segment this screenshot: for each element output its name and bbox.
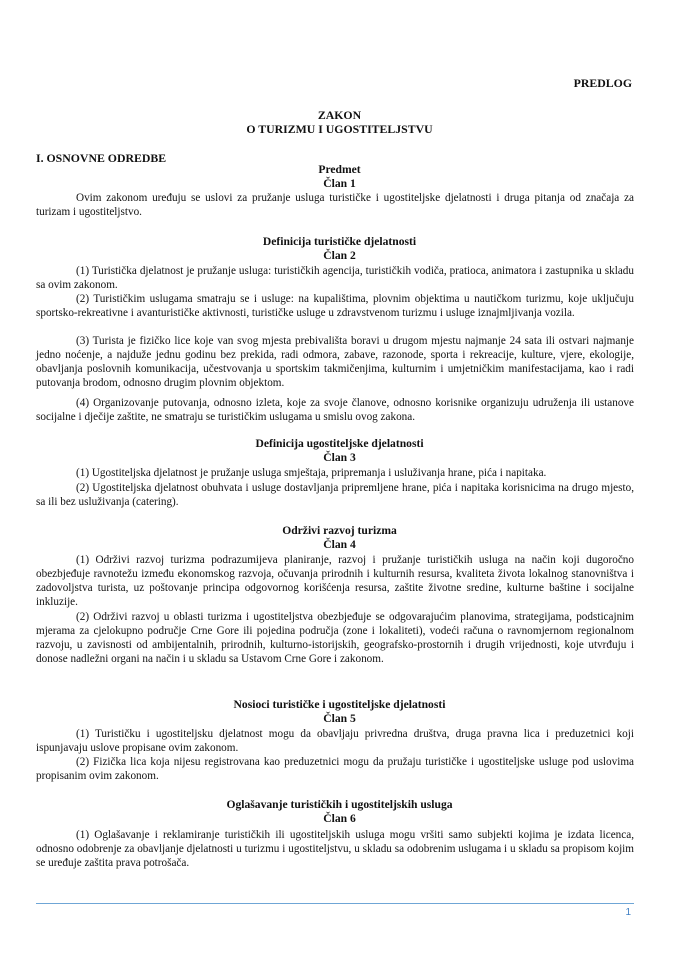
article-6-number: Član 6 <box>323 812 356 825</box>
footer-rule <box>36 903 634 904</box>
article-1-number: Član 1 <box>323 177 356 190</box>
article-2-heading: Definicija turističke djelatnosti <box>262 235 417 248</box>
article-1-paragraph-1: Ovim zakonom uređuju se uslovi za pružanje usluga turističke i ugostiteljske djelatnosti i druga pitanja od značaja za turizam i ugostiteljstvo. <box>36 192 634 219</box>
article-4-paragraph-1: (1) Održivi razvoj turizma podrazumijeva planiranje, razvoj i pružanje turističkih usluga na način koji dugoročno obezbjeđuje ravnotežu između ekonomskog razvoja, očuvanja prirodnih i kulturnih resursa, kvaliteta života lokalnog stanovništva i zadovoljstva turista, uz poštovanje principa odgovornog korišćenja resursa, zaštite životne sredine, kulturne baštine i socijalne inkluzije. <box>36 554 634 609</box>
article-3-paragraph-2: (2) Ugostiteljska djelatnost obuhvata i usluge dostavljanja pripremljene hrane, pića i napitaka korisnicima na drugo mjesto, sa ili bez usluživanja (catering). <box>36 482 634 509</box>
predlog-label: PREDLOG <box>573 76 632 90</box>
section-heading: I. OSNOVNE ODREDBE <box>36 151 167 165</box>
article-3-number: Član 3 <box>323 451 356 464</box>
article-6-paragraph-1: (1) Oglašavanje i reklamiranje turističkih ili ugostiteljskih usluga mogu vršiti samo subjekti kojima je izdata licenca, odnosno odobrenje za obavljanje djelatnosti u turizmu i ugostiteljstvu, u skladu sa odobrenim uslugama i u skladu sa propisom kojim se uređuje zaštita prava potrošača. <box>36 829 634 870</box>
article-5-heading: Nosioci turističke i ugostiteljske djelatnosti <box>233 698 446 711</box>
law-title-line1: ZAKON <box>317 108 362 122</box>
article-2-paragraph-2: (2) Turističkim uslugama smatraju se i usluge: na kupalištima, plovnim objektima u nautičkom turizmu, koje uključuju sportsko-rekreativne i avanturističke aktivnosti, turističke usluge u zdravstvenom turizmu i usluge iznajmljivanja vozila. <box>36 293 634 320</box>
article-4-number: Član 4 <box>323 538 356 551</box>
article-4-heading: Održivi razvoj turizma <box>282 524 397 537</box>
article-1-heading: Predmet <box>318 163 361 176</box>
article-2-paragraph-1: (1) Turistička djelatnost je pružanje usluga: turističkih agencija, turističkih vodiča, pratioca, animatora i zastupnika u skladu sa ovim zakonom. <box>36 265 634 292</box>
page-number: 1 <box>625 907 631 918</box>
article-2-number: Član 2 <box>323 249 356 262</box>
law-title-line2: O TURIZMU I UGOSTITELJSTVU <box>246 122 433 136</box>
article-5-paragraph-2: (2) Fizička lica koja nijesu registrovana kao preduzetnici mogu da pružaju turističke i ugostiteljske usluge pod uslovima propisanim ovim zakonom. <box>36 756 634 783</box>
article-6-heading: Oglašavanje turističkih i ugostiteljskih usluga <box>226 798 453 811</box>
article-4-paragraph-2: (2) Održivi razvoj u oblasti turizma i ugostiteljstva obezbjeđuje se odgovarajućim planovima, strategijama, podsticajnim mjerama za cjelokupno područje Crne Gore ili pojedina područja (zone i lokaliteti), vodeći računa o ravnomjernom regionalnom razvoju, u zavisnosti od ambijentalnih, prirodnih, kulturno-istorijskih, geografsko-prostornih i drugih vrijednosti, koje utvrđuju i donose nadležni organi na način i u skladu sa Ustavom Crne Gore i zakonom. <box>36 611 634 666</box>
article-5-paragraph-1: (1) Turističku i ugostiteljsku djelatnost mogu da obavljaju privredna društva, druga pravna lica i preduzetnici koji ispunjavaju uslove propisane ovim zakonom. <box>36 728 634 755</box>
article-2-paragraph-3: (3) Turista je fizičko lice koje van svog mjesta prebivališta boravi u drugom mjestu najmanje 24 sata ili ostvari najmanje jedno noćenje, a najduže jednu godinu bez prekida, radi odmora, zabave, razonode, sporta i rekreacije, kulture, vjere, ekologije, obavljanja poslovnih komunikacija, učestvovanja u sportskim takmičenjima, kulturnim i umjetničkim manifestacijama, kao i radi putovanja brodom, odnosno drugim plovnim objektom. <box>36 335 634 390</box>
article-2-paragraph-4: (4) Organizovanje putovanja, odnosno izleta, koje za svoje članove, odnosno korisnike organizuju udruženja ili ustanove socijalne i dječije zaštite, ne smatraju se turističkim uslugama u smislu ovog zakona. <box>36 397 634 424</box>
article-3-heading: Definicija ugostiteljske djelatnosti <box>255 437 424 450</box>
article-3-paragraph-1: (1) Ugostiteljska djelatnost je pružanje usluga smještaja, pripremanja i usluživanja hrane, pića i napitaka. <box>76 467 547 479</box>
article-5-number: Član 5 <box>323 712 356 725</box>
